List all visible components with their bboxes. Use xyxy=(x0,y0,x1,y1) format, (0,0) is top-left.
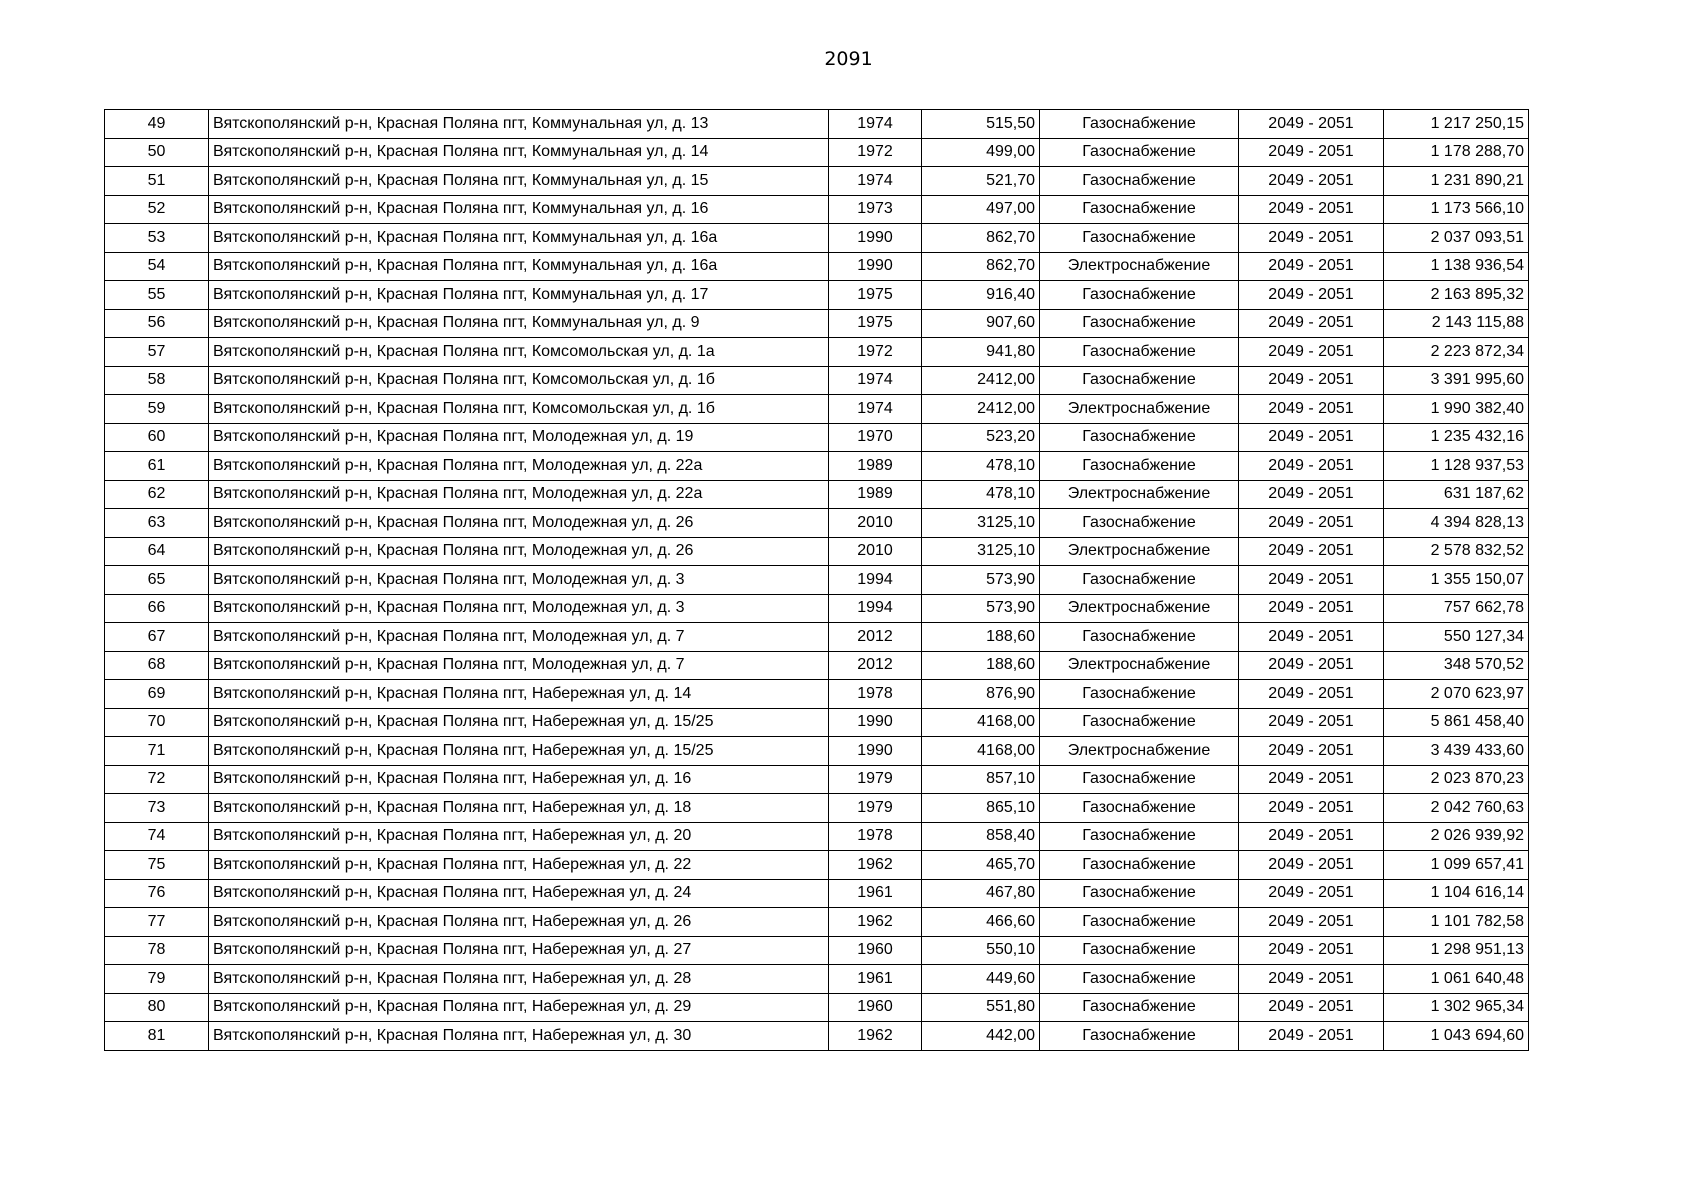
row-number-cell: 61 xyxy=(105,452,209,481)
period-cell: 2049 - 2051 xyxy=(1239,309,1384,338)
utility-type-cell: Газоснабжение xyxy=(1040,794,1239,823)
cost-cell: 348 570,52 xyxy=(1384,651,1529,680)
page-number: 2091 xyxy=(824,48,873,70)
period-cell: 2049 - 2051 xyxy=(1239,680,1384,709)
table-row xyxy=(105,623,1529,652)
row-number-cell: 57 xyxy=(105,338,209,367)
address-cell: Вятскополянский р-н, Красная Поляна пгт, Набережная ул, д. 16 xyxy=(209,765,829,794)
address-cell: Вятскополянский р-н, Красная Поляна пгт, Комсомольская ул, д. 1б xyxy=(209,395,829,424)
utility-type-cell: Газоснабжение xyxy=(1040,765,1239,794)
build-year-cell: 1960 xyxy=(829,993,922,1022)
cost-cell: 1 043 694,60 xyxy=(1384,1022,1529,1051)
utility-type-cell: Газоснабжение xyxy=(1040,452,1239,481)
table-row xyxy=(105,965,1529,994)
row-number-cell: 79 xyxy=(105,965,209,994)
utility-type-cell: Электроснабжение xyxy=(1040,395,1239,424)
table-row xyxy=(105,224,1529,253)
utility-type-cell: Газоснабжение xyxy=(1040,309,1239,338)
build-year-cell: 1975 xyxy=(829,309,922,338)
area-cell: 858,40 xyxy=(922,822,1040,851)
address-cell: Вятскополянский р-н, Красная Поляна пгт, Комсомольская ул, д. 1б xyxy=(209,366,829,395)
build-year-cell: 1990 xyxy=(829,252,922,281)
table-row xyxy=(105,195,1529,224)
utility-type-cell: Электроснабжение xyxy=(1040,594,1239,623)
utility-type-cell: Газоснабжение xyxy=(1040,338,1239,367)
address-cell: Вятскополянский р-н, Красная Поляна пгт, Молодежная ул, д. 3 xyxy=(209,594,829,623)
period-cell: 2049 - 2051 xyxy=(1239,822,1384,851)
build-year-cell: 1990 xyxy=(829,708,922,737)
build-year-cell: 1974 xyxy=(829,395,922,424)
address-cell: Вятскополянский р-н, Красная Поляна пгт, Набережная ул, д. 22 xyxy=(209,851,829,880)
area-cell: 876,90 xyxy=(922,680,1040,709)
build-year-cell: 1972 xyxy=(829,138,922,167)
build-year-cell: 2012 xyxy=(829,651,922,680)
utility-type-cell: Газоснабжение xyxy=(1040,224,1239,253)
area-cell: 449,60 xyxy=(922,965,1040,994)
build-year-cell: 2010 xyxy=(829,537,922,566)
period-cell: 2049 - 2051 xyxy=(1239,224,1384,253)
utility-type-cell: Электроснабжение xyxy=(1040,651,1239,680)
period-cell: 2049 - 2051 xyxy=(1239,537,1384,566)
table-row xyxy=(105,908,1529,937)
address-cell: Вятскополянский р-н, Красная Поляна пгт, Коммунальная ул, д. 16 xyxy=(209,195,829,224)
address-cell: Вятскополянский р-н, Красная Поляна пгт, Набережная ул, д. 18 xyxy=(209,794,829,823)
registry-table-body xyxy=(105,110,1529,1051)
cost-cell: 1 302 965,34 xyxy=(1384,993,1529,1022)
area-cell: 188,60 xyxy=(922,651,1040,680)
cost-cell: 1 231 890,21 xyxy=(1384,167,1529,196)
build-year-cell: 1974 xyxy=(829,110,922,139)
table-row xyxy=(105,480,1529,509)
table-row xyxy=(105,1022,1529,1051)
address-cell: Вятскополянский р-н, Красная Поляна пгт, Молодежная ул, д. 26 xyxy=(209,537,829,566)
build-year-cell: 1978 xyxy=(829,822,922,851)
utility-type-cell: Газоснабжение xyxy=(1040,281,1239,310)
row-number-cell: 69 xyxy=(105,680,209,709)
cost-cell: 5 861 458,40 xyxy=(1384,708,1529,737)
row-number-cell: 50 xyxy=(105,138,209,167)
table-row xyxy=(105,167,1529,196)
table-row xyxy=(105,423,1529,452)
build-year-cell: 1979 xyxy=(829,794,922,823)
row-number-cell: 56 xyxy=(105,309,209,338)
area-cell: 857,10 xyxy=(922,765,1040,794)
row-number-cell: 74 xyxy=(105,822,209,851)
address-cell: Вятскополянский р-н, Красная Поляна пгт, Набережная ул, д. 15/25 xyxy=(209,708,829,737)
cost-cell: 2 037 093,51 xyxy=(1384,224,1529,253)
area-cell: 865,10 xyxy=(922,794,1040,823)
row-number-cell: 72 xyxy=(105,765,209,794)
area-cell: 573,90 xyxy=(922,594,1040,623)
period-cell: 2049 - 2051 xyxy=(1239,651,1384,680)
build-year-cell: 1989 xyxy=(829,452,922,481)
build-year-cell: 1994 xyxy=(829,566,922,595)
utility-type-cell: Газоснабжение xyxy=(1040,623,1239,652)
cost-cell: 2 578 832,52 xyxy=(1384,537,1529,566)
utility-type-cell: Газоснабжение xyxy=(1040,708,1239,737)
build-year-cell: 1975 xyxy=(829,281,922,310)
table-row xyxy=(105,509,1529,538)
area-cell: 466,60 xyxy=(922,908,1040,937)
table-row xyxy=(105,281,1529,310)
period-cell: 2049 - 2051 xyxy=(1239,366,1384,395)
area-cell: 551,80 xyxy=(922,993,1040,1022)
cost-cell: 2 026 939,92 xyxy=(1384,822,1529,851)
address-cell: Вятскополянский р-н, Красная Поляна пгт, Набережная ул, д. 20 xyxy=(209,822,829,851)
utility-type-cell: Газоснабжение xyxy=(1040,423,1239,452)
address-cell: Вятскополянский р-н, Красная Поляна пгт, Молодежная ул, д. 3 xyxy=(209,566,829,595)
cost-cell: 2 223 872,34 xyxy=(1384,338,1529,367)
area-cell: 467,80 xyxy=(922,879,1040,908)
utility-type-cell: Газоснабжение xyxy=(1040,993,1239,1022)
row-number-cell: 81 xyxy=(105,1022,209,1051)
row-number-cell: 75 xyxy=(105,851,209,880)
utility-type-cell: Газоснабжение xyxy=(1040,167,1239,196)
table-row xyxy=(105,936,1529,965)
build-year-cell: 1989 xyxy=(829,480,922,509)
utility-type-cell: Газоснабжение xyxy=(1040,851,1239,880)
build-year-cell: 1974 xyxy=(829,167,922,196)
period-cell: 2049 - 2051 xyxy=(1239,566,1384,595)
cost-cell: 1 128 937,53 xyxy=(1384,452,1529,481)
area-cell: 4168,00 xyxy=(922,708,1040,737)
address-cell: Вятскополянский р-н, Красная Поляна пгт, Молодежная ул, д. 7 xyxy=(209,651,829,680)
period-cell: 2049 - 2051 xyxy=(1239,993,1384,1022)
period-cell: 2049 - 2051 xyxy=(1239,708,1384,737)
period-cell: 2049 - 2051 xyxy=(1239,965,1384,994)
period-cell: 2049 - 2051 xyxy=(1239,281,1384,310)
cost-cell: 2 042 760,63 xyxy=(1384,794,1529,823)
period-cell: 2049 - 2051 xyxy=(1239,167,1384,196)
cost-cell: 1 101 782,58 xyxy=(1384,908,1529,937)
table-row xyxy=(105,452,1529,481)
area-cell: 550,10 xyxy=(922,936,1040,965)
area-cell: 521,70 xyxy=(922,167,1040,196)
table-row xyxy=(105,680,1529,709)
area-cell: 4168,00 xyxy=(922,737,1040,766)
cost-cell: 2 023 870,23 xyxy=(1384,765,1529,794)
address-cell: Вятскополянский р-н, Красная Поляна пгт, Молодежная ул, д. 7 xyxy=(209,623,829,652)
period-cell: 2049 - 2051 xyxy=(1239,509,1384,538)
build-year-cell: 1960 xyxy=(829,936,922,965)
address-cell: Вятскополянский р-н, Красная Поляна пгт, Коммунальная ул, д. 9 xyxy=(209,309,829,338)
cost-cell: 2 070 623,97 xyxy=(1384,680,1529,709)
row-number-cell: 78 xyxy=(105,936,209,965)
utility-type-cell: Газоснабжение xyxy=(1040,1022,1239,1051)
cost-cell: 3 391 995,60 xyxy=(1384,366,1529,395)
table-row xyxy=(105,309,1529,338)
period-cell: 2049 - 2051 xyxy=(1239,138,1384,167)
area-cell: 515,50 xyxy=(922,110,1040,139)
cost-cell: 1 099 657,41 xyxy=(1384,851,1529,880)
cost-cell: 1 178 288,70 xyxy=(1384,138,1529,167)
period-cell: 2049 - 2051 xyxy=(1239,765,1384,794)
area-cell: 442,00 xyxy=(922,1022,1040,1051)
utility-type-cell: Газоснабжение xyxy=(1040,680,1239,709)
build-year-cell: 1974 xyxy=(829,366,922,395)
row-number-cell: 54 xyxy=(105,252,209,281)
table-row xyxy=(105,651,1529,680)
utility-type-cell: Газоснабжение xyxy=(1040,195,1239,224)
table-row xyxy=(105,366,1529,395)
area-cell: 941,80 xyxy=(922,338,1040,367)
table-row xyxy=(105,794,1529,823)
row-number-cell: 77 xyxy=(105,908,209,937)
address-cell: Вятскополянский р-н, Красная Поляна пгт, Молодежная ул, д. 19 xyxy=(209,423,829,452)
row-number-cell: 76 xyxy=(105,879,209,908)
utility-type-cell: Газоснабжение xyxy=(1040,965,1239,994)
table-row xyxy=(105,765,1529,794)
cost-cell: 1 217 250,15 xyxy=(1384,110,1529,139)
area-cell: 465,70 xyxy=(922,851,1040,880)
row-number-cell: 66 xyxy=(105,594,209,623)
cost-cell: 2 143 115,88 xyxy=(1384,309,1529,338)
cost-cell: 1 138 936,54 xyxy=(1384,252,1529,281)
area-cell: 2412,00 xyxy=(922,366,1040,395)
row-number-cell: 55 xyxy=(105,281,209,310)
build-year-cell: 1961 xyxy=(829,879,922,908)
area-cell: 478,10 xyxy=(922,480,1040,509)
address-cell: Вятскополянский р-н, Красная Поляна пгт, Коммунальная ул, д. 16а xyxy=(209,252,829,281)
area-cell: 497,00 xyxy=(922,195,1040,224)
build-year-cell: 1994 xyxy=(829,594,922,623)
area-cell: 2412,00 xyxy=(922,395,1040,424)
table-row xyxy=(105,851,1529,880)
build-year-cell: 1972 xyxy=(829,338,922,367)
row-number-cell: 51 xyxy=(105,167,209,196)
period-cell: 2049 - 2051 xyxy=(1239,594,1384,623)
build-year-cell: 1970 xyxy=(829,423,922,452)
period-cell: 2049 - 2051 xyxy=(1239,936,1384,965)
area-cell: 573,90 xyxy=(922,566,1040,595)
area-cell: 523,20 xyxy=(922,423,1040,452)
cost-cell: 1 061 640,48 xyxy=(1384,965,1529,994)
cost-cell: 1 173 566,10 xyxy=(1384,195,1529,224)
build-year-cell: 2012 xyxy=(829,623,922,652)
area-cell: 862,70 xyxy=(922,224,1040,253)
area-cell: 916,40 xyxy=(922,281,1040,310)
row-number-cell: 67 xyxy=(105,623,209,652)
cost-cell: 757 662,78 xyxy=(1384,594,1529,623)
utility-type-cell: Электроснабжение xyxy=(1040,537,1239,566)
registry-table xyxy=(104,109,1529,1051)
table-row xyxy=(105,110,1529,139)
address-cell: Вятскополянский р-н, Красная Поляна пгт, Набережная ул, д. 29 xyxy=(209,993,829,1022)
cost-cell: 4 394 828,13 xyxy=(1384,509,1529,538)
address-cell: Вятскополянский р-н, Красная Поляна пгт, Набережная ул, д. 14 xyxy=(209,680,829,709)
row-number-cell: 59 xyxy=(105,395,209,424)
table-row xyxy=(105,708,1529,737)
table-row xyxy=(105,737,1529,766)
cost-cell: 1 355 150,07 xyxy=(1384,566,1529,595)
period-cell: 2049 - 2051 xyxy=(1239,737,1384,766)
row-number-cell: 62 xyxy=(105,480,209,509)
period-cell: 2049 - 2051 xyxy=(1239,879,1384,908)
utility-type-cell: Газоснабжение xyxy=(1040,138,1239,167)
row-number-cell: 80 xyxy=(105,993,209,1022)
table-row xyxy=(105,566,1529,595)
table-row xyxy=(105,338,1529,367)
build-year-cell: 1978 xyxy=(829,680,922,709)
cost-cell: 1 298 951,13 xyxy=(1384,936,1529,965)
cost-cell: 550 127,34 xyxy=(1384,623,1529,652)
area-cell: 862,70 xyxy=(922,252,1040,281)
row-number-cell: 49 xyxy=(105,110,209,139)
period-cell: 2049 - 2051 xyxy=(1239,395,1384,424)
utility-type-cell: Газоснабжение xyxy=(1040,879,1239,908)
utility-type-cell: Электроснабжение xyxy=(1040,480,1239,509)
row-number-cell: 53 xyxy=(105,224,209,253)
address-cell: Вятскополянский р-н, Красная Поляна пгт, Коммунальная ул, д. 14 xyxy=(209,138,829,167)
utility-type-cell: Газоснабжение xyxy=(1040,509,1239,538)
period-cell: 2049 - 2051 xyxy=(1239,623,1384,652)
row-number-cell: 65 xyxy=(105,566,209,595)
period-cell: 2049 - 2051 xyxy=(1239,908,1384,937)
table-row xyxy=(105,879,1529,908)
table-row xyxy=(105,537,1529,566)
address-cell: Вятскополянский р-н, Красная Поляна пгт, Коммунальная ул, д. 13 xyxy=(209,110,829,139)
build-year-cell: 1962 xyxy=(829,851,922,880)
period-cell: 2049 - 2051 xyxy=(1239,794,1384,823)
address-cell: Вятскополянский р-н, Красная Поляна пгт, Набережная ул, д. 15/25 xyxy=(209,737,829,766)
period-cell: 2049 - 2051 xyxy=(1239,423,1384,452)
cost-cell: 1 235 432,16 xyxy=(1384,423,1529,452)
period-cell: 2049 - 2051 xyxy=(1239,252,1384,281)
area-cell: 3125,10 xyxy=(922,537,1040,566)
period-cell: 2049 - 2051 xyxy=(1239,110,1384,139)
period-cell: 2049 - 2051 xyxy=(1239,851,1384,880)
period-cell: 2049 - 2051 xyxy=(1239,452,1384,481)
build-year-cell: 1962 xyxy=(829,1022,922,1051)
address-cell: Вятскополянский р-н, Красная Поляна пгт, Коммунальная ул, д. 17 xyxy=(209,281,829,310)
row-number-cell: 68 xyxy=(105,651,209,680)
utility-type-cell: Электроснабжение xyxy=(1040,252,1239,281)
area-cell: 188,60 xyxy=(922,623,1040,652)
address-cell: Вятскополянский р-н, Красная Поляна пгт, Набережная ул, д. 28 xyxy=(209,965,829,994)
table-row xyxy=(105,993,1529,1022)
row-number-cell: 71 xyxy=(105,737,209,766)
row-number-cell: 58 xyxy=(105,366,209,395)
table-row xyxy=(105,138,1529,167)
row-number-cell: 52 xyxy=(105,195,209,224)
period-cell: 2049 - 2051 xyxy=(1239,195,1384,224)
address-cell: Вятскополянский р-н, Красная Поляна пгт, Молодежная ул, д. 22а xyxy=(209,452,829,481)
cost-cell: 2 163 895,32 xyxy=(1384,281,1529,310)
address-cell: Вятскополянский р-н, Красная Поляна пгт, Молодежная ул, д. 22а xyxy=(209,480,829,509)
address-cell: Вятскополянский р-н, Красная Поляна пгт, Молодежная ул, д. 26 xyxy=(209,509,829,538)
address-cell: Вятскополянский р-н, Красная Поляна пгт, Комсомольская ул, д. 1а xyxy=(209,338,829,367)
address-cell: Вятскополянский р-н, Красная Поляна пгт, Набережная ул, д. 30 xyxy=(209,1022,829,1051)
utility-type-cell: Газоснабжение xyxy=(1040,908,1239,937)
table-row xyxy=(105,252,1529,281)
period-cell: 2049 - 2051 xyxy=(1239,338,1384,367)
build-year-cell: 1979 xyxy=(829,765,922,794)
cost-cell: 1 990 382,40 xyxy=(1384,395,1529,424)
build-year-cell: 1961 xyxy=(829,965,922,994)
utility-type-cell: Газоснабжение xyxy=(1040,110,1239,139)
row-number-cell: 73 xyxy=(105,794,209,823)
utility-type-cell: Электроснабжение xyxy=(1040,737,1239,766)
area-cell: 907,60 xyxy=(922,309,1040,338)
area-cell: 499,00 xyxy=(922,138,1040,167)
area-cell: 3125,10 xyxy=(922,509,1040,538)
utility-type-cell: Газоснабжение xyxy=(1040,822,1239,851)
utility-type-cell: Газоснабжение xyxy=(1040,566,1239,595)
row-number-cell: 64 xyxy=(105,537,209,566)
cost-cell: 3 439 433,60 xyxy=(1384,737,1529,766)
address-cell: Вятскополянский р-н, Красная Поляна пгт, Набережная ул, д. 27 xyxy=(209,936,829,965)
cost-cell: 631 187,62 xyxy=(1384,480,1529,509)
table-row xyxy=(105,395,1529,424)
area-cell: 478,10 xyxy=(922,452,1040,481)
table-row xyxy=(105,594,1529,623)
row-number-cell: 60 xyxy=(105,423,209,452)
address-cell: Вятскополянский р-н, Красная Поляна пгт, Набережная ул, д. 26 xyxy=(209,908,829,937)
period-cell: 2049 - 2051 xyxy=(1239,480,1384,509)
row-number-cell: 70 xyxy=(105,708,209,737)
period-cell: 2049 - 2051 xyxy=(1239,1022,1384,1051)
row-number-cell: 63 xyxy=(105,509,209,538)
address-cell: Вятскополянский р-н, Красная Поляна пгт, Коммунальная ул, д. 16а xyxy=(209,224,829,253)
build-year-cell: 1990 xyxy=(829,737,922,766)
cost-cell: 1 104 616,14 xyxy=(1384,879,1529,908)
utility-type-cell: Газоснабжение xyxy=(1040,936,1239,965)
build-year-cell: 1990 xyxy=(829,224,922,253)
build-year-cell: 1973 xyxy=(829,195,922,224)
build-year-cell: 2010 xyxy=(829,509,922,538)
utility-type-cell: Газоснабжение xyxy=(1040,366,1239,395)
address-cell: Вятскополянский р-н, Красная Поляна пгт, Набережная ул, д. 24 xyxy=(209,879,829,908)
build-year-cell: 1962 xyxy=(829,908,922,937)
table-row xyxy=(105,822,1529,851)
address-cell: Вятскополянский р-н, Красная Поляна пгт, Коммунальная ул, д. 15 xyxy=(209,167,829,196)
